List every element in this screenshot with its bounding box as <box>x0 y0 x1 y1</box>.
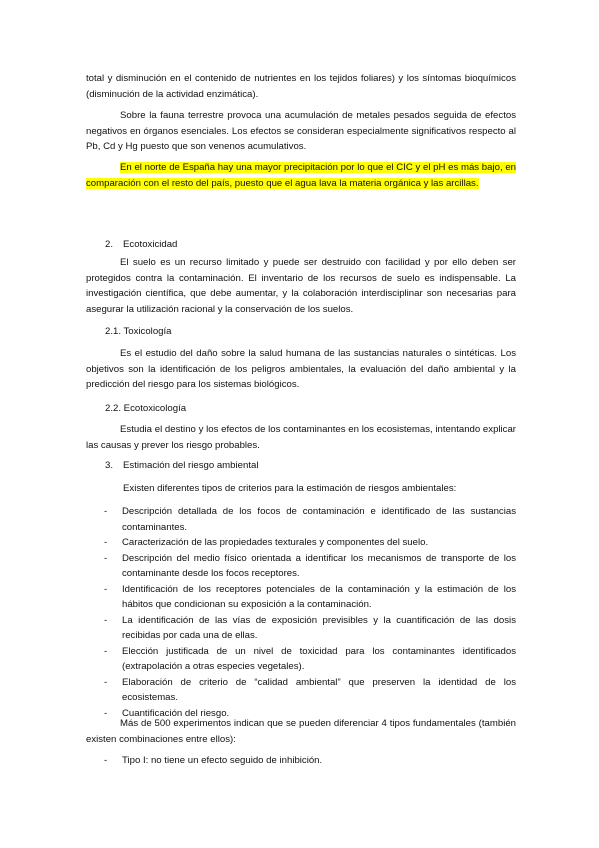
tipos-list <box>86 753 516 769</box>
bullet-dash: - <box>104 614 108 626</box>
section-3-number: 3. <box>105 460 114 471</box>
section-2-2-heading: 2.2. Ecotoxicología <box>105 403 187 414</box>
bullet-dash: - <box>104 552 108 564</box>
list-item-text: Identificación de los receptores potenciales de la contaminación y la estimación de los hábitos que condicionan su exposición a la contaminación. <box>122 583 516 610</box>
list-item-text: Tipo I: no tiene un efecto seguido de inhibición. <box>122 755 323 766</box>
list-item-text: Descripción del medio físico orientada a identificar los mecanismos de transporte de los contaminante desde los focos receptores. <box>122 552 516 579</box>
paragraph-criterios: Existen diferentes tipos de criterios para la estimación de riesgos ambientales: <box>123 483 457 494</box>
paragraph-highlight <box>86 160 516 191</box>
list-item-text: Elección justificada de un nivel de toxicidad para los contaminantes identificados (extrapolación a otras especies vegetales). <box>122 645 516 672</box>
section-2-title: Ecotoxicidad <box>123 239 178 250</box>
paragraph-ecotoxicologia: Estudia el destino y los efectos de los contaminantes en los ecosistemas, intentando explicar las causas y prever los riesgo probables. <box>86 424 516 451</box>
list-item-text: Cuantificación del riesgo. <box>122 707 230 719</box>
bullet-dash: - <box>104 707 108 719</box>
section-3-title: Estimación del riesgo ambiental <box>123 460 259 471</box>
list-item <box>86 613 516 644</box>
criteria-list <box>86 504 516 721</box>
list-item <box>86 551 516 582</box>
list-item <box>86 535 516 551</box>
list-item <box>86 582 516 613</box>
paragraph-suelo: El suelo es un recurso limitado y puede ser destruido con facilidad y por ello deben ser protegidos contra la contaminación. El inventario de los recursos de suelo es indispensable. La investigación científica, que debe aumentar, y la colaboración interdisciplinar son necesarias para asegurar la utilización racional y la conservación de los suelos. <box>86 257 516 315</box>
paragraph-toxicologia: Es el estudio del daño sobre la salud humana de las sustancias naturales o sintéticas. Los objetivos son la identificación de los peligros ambientales, la evaluación del daño ambiental y la predicción del riesgo para los sistemas biológicos. <box>86 348 516 390</box>
bullet-dash: - <box>104 676 108 688</box>
paragraph-fauna: Sobre la fauna terrestre provoca una acumulación de metales pesados seguida de efectos negativos en órganos esenciales. Los efectos se consideran especialmente significativos respecto al Pb, Cd y Hg puesto que son venenos acumulativos. <box>86 110 516 152</box>
list-item <box>86 753 516 769</box>
list-item-text: La identificación de las vías de exposición previsibles y la cuantificación de las dosis recibidas por cada una de ellas. <box>122 614 516 641</box>
list-item-text: Caracterización de las propiedades texturales y componentes del suelo. <box>122 537 429 548</box>
section-2-number: 2. <box>105 239 114 250</box>
list-item <box>86 675 516 706</box>
bullet-dash: - <box>104 537 108 548</box>
section-2-1-heading: 2.1. Toxicología <box>105 326 172 337</box>
highlighted-text: En el norte de España hay una mayor precipitación por lo que el CIC y el pH es más bajo, en comparación con el resto del país, puesto que el agua lava la materia orgánica y las arcillas. <box>86 162 516 189</box>
paragraph-top: total y disminución en el contenido de nutrientes en los tejidos foliares) y los síntomas bioquímicos (disminución de la actividad enzimática). <box>86 73 516 100</box>
list-item <box>86 504 516 535</box>
list-item-text: Descripción detallada de los focos de contaminación e identificado de las sustancias contaminantes. <box>122 506 516 533</box>
bullet-dash: - <box>104 645 108 657</box>
paragraph-experimentos: Más de 500 experimentos indican que se pueden diferenciar 4 tipos fundamentales (también existen combinaciones entre ellos): <box>86 718 516 745</box>
bullet-dash: - <box>104 506 108 517</box>
list-item <box>86 644 516 675</box>
bullet-dash: - <box>104 583 108 595</box>
bullet-dash: - <box>104 755 108 766</box>
list-item-text: Elaboración de criterio de “calidad ambiental” que preserven la identidad de los ecosistemas. <box>122 676 516 703</box>
